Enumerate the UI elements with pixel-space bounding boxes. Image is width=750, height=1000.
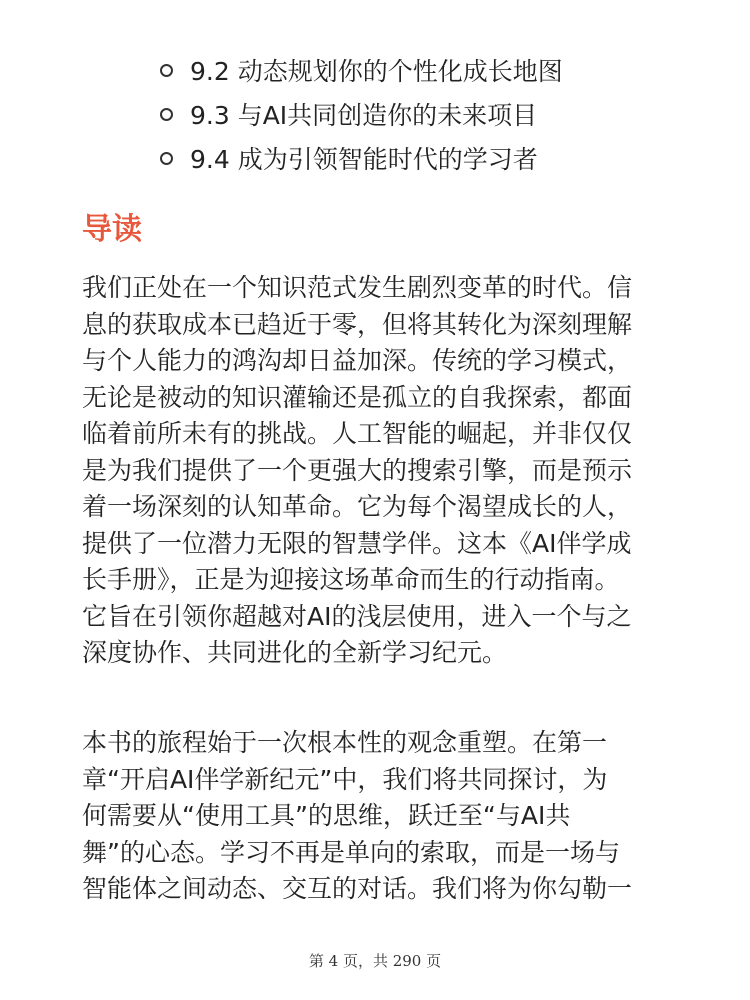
hollow-circle-bullet-icon — [160, 64, 173, 77]
body-paragraph — [82, 270, 692, 672]
paragraph-line: 着一场深刻的认知革命。它为每个渴望成长的人， — [82, 492, 633, 521]
toc-item-label: 9.2 动态规划你的个性化成长地图 — [190, 57, 563, 86]
paragraph-line: 它旨在引领你超越对AI的浅层使用，进入一个与之 — [82, 601, 632, 631]
paragraph-line: 与个人能力的鸿沟却日益加深。传统的学习模式， — [82, 346, 633, 375]
toc-item-label: 9.4 成为引领智能时代的学习者 — [190, 145, 538, 174]
hollow-circle-bullet-icon — [160, 152, 173, 165]
paragraph-line: 章“开启AI伴学新纪元”中，我们将共同探讨，为 — [82, 764, 608, 794]
page-number-footer: 第 4 页，共 290 页 — [308, 952, 442, 970]
paragraph-line: 智能体之间动态、交互的对话。我们将为你勾勒一 — [82, 874, 633, 903]
paragraph-line: 深度协作、共同进化的全新学习纪元。 — [82, 638, 508, 667]
paragraph-line: 舞”的心态。学习不再是单向的索取，而是一场与 — [82, 837, 620, 867]
toc-item[interactable] — [160, 48, 563, 92]
toc-item[interactable] — [160, 136, 563, 180]
paragraph-line: 提供了一位潜力无限的智慧学伴。这本《AI伴学成 — [82, 528, 632, 558]
toc-item-label: 9.3 与AI共同创造你的未来项目 — [190, 101, 538, 130]
paragraph-line: 长手册》，正是为迎接这场革命而生的行动指南。 — [82, 565, 620, 594]
paragraph-line: 临着前所未有的挑战。人工智能的崛起，并非仅仅 — [82, 419, 633, 448]
paragraph-line: 是为我们提供了一个更强大的搜索引擎，而是预示 — [82, 455, 633, 485]
hollow-circle-bullet-icon — [160, 108, 173, 121]
paragraph-line: 我们正处在一个知识范式发生剧烈变革的时代。信 — [82, 273, 633, 302]
paragraph-line: 无论是被动的知识灌输还是孤立的自我探索，都面 — [82, 382, 633, 412]
paragraph-line: 息的获取成本已趋近于零，但将其转化为深刻理解 — [82, 309, 633, 339]
toc-list — [160, 48, 563, 180]
section-heading: 导读 — [82, 212, 142, 247]
paragraph-line: 何需要从“使用工具”的思维，跃迁至“与AI共 — [82, 801, 571, 830]
body-paragraph — [82, 725, 692, 908]
toc-item[interactable] — [160, 92, 563, 136]
paragraph-line: 本书的旅程始于一次根本性的观念重塑。在第一 — [82, 728, 608, 757]
